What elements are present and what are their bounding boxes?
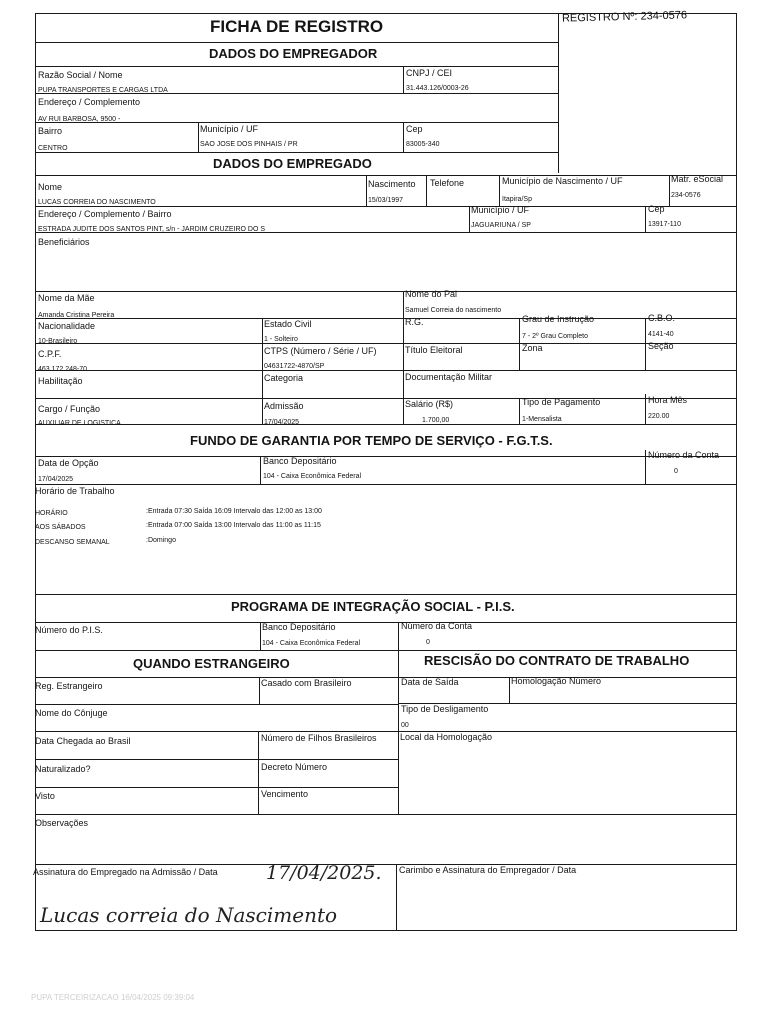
fgts-banco-value: 104 - Caixa Econômica Federal — [263, 473, 362, 480]
tipo-desligamento-label: Tipo de Desligamento — [401, 704, 489, 714]
secao-label: Seção — [648, 341, 674, 351]
employee-header: DADOS DO EMPREGADO — [213, 156, 372, 171]
ctps-label: CTPS (Número / Série / UF) — [264, 346, 377, 356]
employee-cep-value: 13917-110 — [648, 221, 681, 228]
nascimento-label: Nascimento — [368, 179, 416, 189]
fgts-banco-label: Banco Depositário — [263, 456, 337, 466]
municipio-nascimento-label: Município de Nascimento / UF — [502, 176, 623, 186]
employee-address-value: ESTRADA JUDITE DOS SANTOS PINT, s/n - JARDIM CRUZEIRO DO S — [38, 226, 266, 233]
hora-mes-value: 220.00 — [648, 413, 670, 420]
municipio-nascimento-value: Itapira/Sp — [502, 196, 532, 203]
decreto-numero-label: Decreto Número — [261, 762, 328, 772]
razao-social-label: Razão Social / Nome — [38, 70, 123, 80]
fgts-conta-label: Número da Conta — [648, 450, 720, 460]
employee-name-value: LUCAS CORREIA DO NASCIMENTO — [38, 199, 156, 206]
footer-stamp: PUPA TERCEIRIZACAO 16/04/2025 09:39:04 — [31, 993, 195, 1002]
tipo-pagamento-label: Tipo de Pagamento — [522, 397, 601, 407]
pis-conta-value: 0 — [426, 639, 430, 646]
cbo-value: 4141-40 — [648, 331, 674, 338]
assinatura-empregado-label: Assinatura do Empregado na Admissão / Data — [33, 867, 218, 877]
cpf-label: C.P.F. — [38, 349, 62, 359]
tipo-pagamento-value: 1-Mensalista — [522, 416, 562, 423]
fgts-conta-value: 0 — [674, 468, 678, 475]
horario-row3-value: :Domingo — [146, 537, 176, 544]
grau-instrucao-label: Grau de Instrução — [522, 314, 595, 324]
employer-municipio-label: Município / UF — [200, 124, 259, 134]
pai-label: Nome do Pai — [405, 289, 458, 299]
horario-label: Horário de Trabalho — [35, 486, 115, 496]
naturalizado-label: Naturalizado? — [35, 764, 91, 774]
employer-address-label: Endereço / Complemento — [38, 97, 141, 107]
registro-number: REGISTRO Nº: 234-0576 — [561, 9, 688, 25]
beneficiarios-label: Beneficiários — [38, 237, 90, 247]
telefone-label: Telefone — [430, 178, 465, 188]
cargo-label: Cargo / Função — [38, 404, 101, 414]
estado-civil-label: Estado Civil — [264, 319, 312, 329]
assinatura-empregador-label: Carimbo e Assinatura do Empregador / Data — [399, 865, 577, 875]
data-opcao-value: 17/04/2025 — [38, 476, 74, 483]
employer-cep-value: 83005-340 — [406, 141, 440, 148]
employer-bairro-value: CENTRO — [38, 145, 68, 152]
admissao-label: Admissão — [264, 401, 304, 411]
employee-address-label: Endereço / Complemento / Bairro — [38, 209, 172, 219]
admissao-value: 17/04/2025 — [264, 419, 300, 426]
employer-cep-label: Cep — [406, 124, 423, 134]
employee-signature: Lucas correia do Nascimento — [40, 903, 338, 927]
data-chegada-label: Data Chegada ao Brasil — [35, 736, 131, 746]
horario-row2-label: AOS SÁBADOS — [35, 524, 86, 531]
form-title: FICHA DE REGISTRO — [210, 17, 384, 36]
pis-conta-label: Número da Conta — [401, 621, 473, 631]
grau-instrucao-value: 7 - 2º Grau Completo — [522, 333, 588, 340]
horario-row1-value: :Entrada 07:30 Saída 16:09 Intervalo das 12:00 as 13:00 — [146, 508, 322, 515]
horario-row3-label: DESCANSO SEMANAL — [35, 539, 110, 546]
reg-estrangeiro-label: Reg. Estrangeiro — [35, 681, 103, 691]
ctps-value: 04631722-4870/SP — [264, 363, 325, 370]
cnpj-value: 31.443.126/0003-26 — [406, 85, 469, 92]
nascimento-value: 15/03/1997 — [368, 197, 404, 204]
mae-value: Amanda Cristina Pereira — [38, 312, 115, 319]
estrangeiro-header: QUANDO ESTRANGEIRO — [133, 656, 290, 671]
employee-name-label: Nome — [38, 182, 63, 192]
pis-banco-value: 104 - Caixa Econômica Federal — [262, 640, 361, 647]
pis-header: PROGRAMA DE INTEGRAÇÃO SOCIAL - P.I.S. — [231, 599, 515, 614]
data-saida-label: Data de Saída — [401, 677, 459, 687]
cbo-label: C.B.O. — [648, 313, 676, 323]
handwritten-date: 17/04/2025. — [266, 862, 382, 884]
cpf-value: 463.172.248-70 — [38, 366, 88, 373]
zona-label: Zona — [522, 343, 543, 353]
tipo-desligamento-value: 00 — [401, 722, 409, 729]
employer-bairro-label: Bairro — [38, 126, 63, 136]
matr-esocial-label: Matr. eSocial — [671, 174, 724, 184]
casado-brasileiro-label: Casado com Brasileiro — [261, 678, 352, 688]
filhos-brasileiros-label: Número de Filhos Brasileiros — [261, 733, 377, 743]
observacoes-label: Observações — [35, 818, 89, 828]
hora-mes-label: Hora Mês — [648, 395, 688, 405]
salario-value: 1.700,00 — [422, 417, 450, 424]
horario-row2-value: :Entrada 07:00 Saída 13:00 Intervalo das 11:00 as 11:15 — [146, 522, 321, 529]
pai-value: Samuel Correia do nascimento — [405, 307, 502, 314]
cargo-value: AUXILIAR DE LOGISTICA — [38, 420, 121, 427]
employee-municipio-value: JAGUARIUNA / SP — [471, 222, 531, 229]
data-opcao-label: Data de Opção — [38, 458, 99, 468]
matr-esocial-value: 234-0576 — [671, 192, 701, 199]
fgts-header: FUNDO DE GARANTIA POR TEMPO DE SERVIÇO - F.G.T.S. — [190, 433, 553, 448]
employer-header: DADOS DO EMPREGADOR — [209, 46, 378, 61]
documentacao-militar-label: Documentação Militar — [405, 372, 493, 382]
employee-cep-label: Cep — [648, 204, 665, 214]
estado-civil-value: 1 - Solteiro — [264, 336, 298, 343]
employee-municipio-label: Município / UF — [471, 205, 530, 215]
nacionalidade-value: 10-Brasileiro — [38, 338, 78, 345]
local-homologacao-label: Local da Homologação — [400, 732, 493, 742]
visto-label: Visto — [35, 791, 55, 801]
employer-address-value: AV RUI BARBOSA, 9500 - — [38, 116, 121, 123]
vencimento-label: Vencimento — [261, 789, 309, 799]
categoria-label: Categoria — [264, 373, 304, 383]
pis-banco-label: Banco Depositário — [262, 622, 336, 632]
habilitacao-label: Habilitação — [38, 376, 83, 386]
pis-numero-label: Número do P.I.S. — [35, 625, 103, 635]
employer-municipio-value: SAO JOSE DOS PINHAIS / PR — [200, 141, 298, 148]
salario-label: Salário (R$) — [405, 399, 454, 409]
nacionalidade-label: Nacionalidade — [38, 321, 96, 331]
homologacao-numero-label: Homologação Número — [511, 676, 602, 686]
razao-social-value: PUPA TRANSPORTES E CARGAS LTDA — [38, 87, 168, 94]
rg-label: R.G. — [405, 317, 424, 327]
conjuge-label: Nome do Cônjuge — [35, 708, 108, 718]
rescisao-header: RESCISÃO DO CONTRATO DE TRABALHO — [424, 653, 690, 668]
horario-row1-label: HORÁRIO — [35, 510, 68, 517]
mae-label: Nome da Mãe — [38, 293, 95, 303]
titulo-eleitoral-label: Título Eleitoral — [405, 345, 463, 355]
cnpj-label: CNPJ / CEI — [406, 68, 453, 78]
